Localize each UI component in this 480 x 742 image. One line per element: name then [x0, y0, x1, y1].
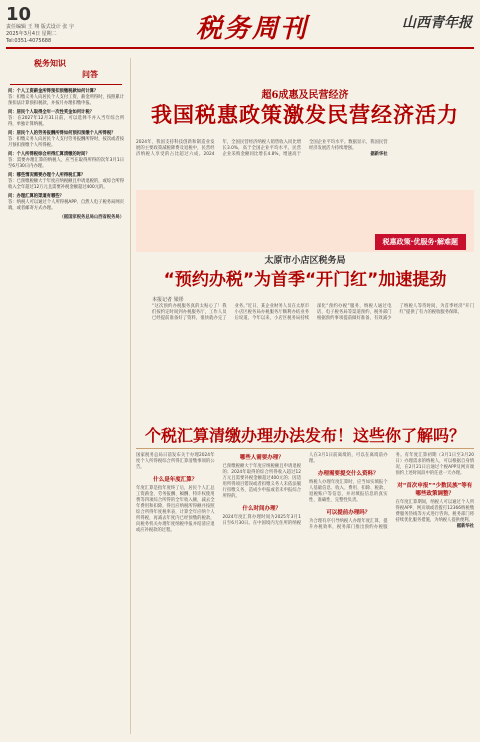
- column-divider: [130, 58, 131, 734]
- masthead: [6, 6, 474, 46]
- article3-intro: 国家税务总局日前发布关于办理2024年度个人所得税综合所得汇算清缴事项的公告。: [136, 453, 215, 470]
- qa-heading-line1: 税务知识: [34, 59, 66, 68]
- qa-divider: [10, 84, 122, 85]
- masthead-meta: [6, 24, 146, 45]
- section-title: 税务周刊: [196, 14, 309, 44]
- article2-body: [152, 304, 474, 422]
- qa-question: 问：个人所得税综合所得汇算清缴的时间？: [8, 152, 90, 157]
- qa-item: [8, 194, 124, 212]
- article3-subhead: 什么时间办理？: [242, 506, 281, 512]
- article1-text: 2024年，我国支持科技创新和制造业发展的主要政策减税降费及退税中，民营经济纳税人享受的占比超过六成。2024年，全国民营经济纳税人销售收入同比增长3.0%，高于全国企业平均水平。民营企业采购金额同比增长4.8%，增速高于全国企业平均水平。数据显示，我国民营经济发展活力持续增强。: [136, 140, 388, 157]
- meta-line: 责任编辑 王 翔 版式设计 张 宇: [6, 24, 74, 30]
- article3-rule: [136, 448, 474, 449]
- qa-answer: 答：需要办理汇算的纳税人，应当在取得所得的次年3月1日至6月30日内办理。: [8, 158, 124, 169]
- article2-byline: 本报记者 梁彤: [152, 297, 184, 303]
- feature-band: [136, 190, 474, 252]
- article2-text: “这次预约办税服务真的太贴心了！我们按约定时间到办税服务厅，工作人员已经提前准备好了资料，很快就办完了业务。”近日，某企业财务人员在太原市小店区税务局办税服务厅顺利办结业务后说道。今年以来，小店区税务局持续深化“预约办税”服务，纳税人通过电话、电子税务局等渠道预约，税务部门根据预约事项提前做好准备，有效减少了纳税人等待时间，为首季经济“开门红”提供了有力的税收服务保障。: [152, 304, 474, 321]
- qa-item: [8, 89, 124, 107]
- page-number: 10: [6, 4, 32, 25]
- article3-subhead: 哪些人需要办理？: [239, 455, 284, 461]
- qa-item: [8, 173, 124, 191]
- article3-subhead: 对“首次申报”“少数民族”等有哪些政策调整？: [397, 483, 473, 497]
- qa-footer: （据国家税务总局山西省税务局）: [59, 215, 124, 220]
- article3-paragraph: 已预缴税额大于年度应纳税额且申请退税的；2024年取得的综合所得收入超过12万元且需要补税金额超过400元的；因适用所得项目错误或者扣缴义务人未依法履行扣缴义务，造成少申报或者未申报综合所得的。: [222, 464, 301, 499]
- qa-answer: 答：已预缴税额大于年度应纳税额且申请退税的，或综合所得收入全年超过12万元且需要补税金额超过400元的。: [8, 179, 125, 190]
- article1-body: [136, 140, 474, 186]
- meta-line: Tel:0351-4075688: [6, 38, 52, 44]
- meta-line: 2025年3月4日 星期二: [6, 31, 57, 37]
- article3-headline: 个税汇算清缴办理办法发布！这些你了解吗？: [144, 426, 465, 445]
- qa-heading: [26, 58, 106, 80]
- article3-body: [136, 453, 474, 734]
- article3-paragraph: 2024年度汇算办理时间为2025年3月1日至6月30日。在中国境内无住所的纳税人在3月1日前离境的，可以在离境前办理。: [222, 453, 388, 526]
- qa-question: 问：居民个人取得全年一次性奖金如何计税？: [8, 110, 94, 115]
- qa-column: [6, 58, 126, 734]
- qa-answer: 答：纳税人可以通过个人所得税APP、自然人电子税务局网页端，或者邮寄方式办理。: [8, 200, 124, 211]
- qa-answer: 答：扣缴义务人向居民个人支付劳务报酬所得时，按次或者按月预扣预缴个人所得税。: [8, 137, 125, 148]
- masthead-rule: [6, 47, 474, 49]
- qa-question: 问：居民个人的劳务报酬所得如何预扣预缴个人所得税？: [8, 131, 116, 136]
- band-tag: 税惠政策·优服务·解难题: [375, 234, 466, 250]
- qa-question: 问：个人工资薪金所得预扣预缴税款如何计算？: [8, 89, 99, 94]
- article3-author: 据新华社: [456, 524, 474, 529]
- article2-headline: “预约办税”为首季“开门红”加速提劲: [163, 270, 447, 290]
- article3-subhead: 什么是年度汇算？: [153, 477, 198, 483]
- article3-paragraph: 纳税人办理年度汇算时，应当如实填报个人基础信息、收入、费用、扣除、税款、退税账户等信息，并对填报信息的真实性、准确性、完整性负责。: [309, 480, 388, 503]
- qa-heading-line2: 问答: [82, 70, 98, 79]
- article1-headline: 我国税惠政策激发民营经济活力: [151, 103, 459, 127]
- article3-subhead: 办理需要提交什么资料？: [317, 471, 379, 477]
- paper-logo: 山西青年报: [402, 15, 472, 31]
- qa-answer: 答：扣缴义务人向居民个人支付工资、薪金所得时，按照累计预扣法计算预扣税款，并按月办理扣缴申报。: [8, 95, 125, 106]
- article1-kicker: 超6成惠及民营经济: [261, 90, 349, 101]
- qa-item: [8, 152, 124, 170]
- article3-paragraph: 在年度汇算期间，纳税人可以通过个人所得税APP、网页端或者拨打12366纳税缴费服务热线等方式进行咨询。税务部门将持续优化服务措施，为纳税人提供便利。: [395, 500, 474, 523]
- qa-item: [8, 131, 124, 149]
- qa-question: 问：办理汇算的渠道有哪些？: [8, 194, 64, 199]
- qa-answer: 答：在2027年12月31日前，可以选择不并入当年综合所得，单独计算纳税。: [8, 116, 124, 127]
- article3-subhead: 可以提前办理吗？: [326, 510, 371, 516]
- qa-item: [8, 110, 124, 128]
- qa-question: 问：哪些情况需要办理个人所得税汇算？: [8, 173, 86, 178]
- article3-paragraph: 年度汇算是指年度终了后，居民个人汇总工资薪金、劳务报酬、稿酬、特许权使用费等四项综合所得的全年收入额，减去全年费用和扣除，得出应纳税所得额并按照综合所得年度税率表，计算全年应纳个人所得税，再减去年度内已经预缴的税款，向税务机关办理年度纳税申报并结清应退或应补税款的过程。: [136, 486, 215, 533]
- article1-author: 据新华社: [370, 152, 388, 157]
- article3-paragraph: 为合理有序引导纳税人办理年度汇算，提升办税效率，税务部门推出预约办税服务。有年度汇算初期（3月1日至3月20日）办理需求的纳税人，可以根据自身情况，在2月21日后通过个税APP及网页端预约上述时间段中的任意一天办理。: [309, 453, 474, 530]
- article2-kicker: 太原市小店区税务局: [264, 256, 346, 266]
